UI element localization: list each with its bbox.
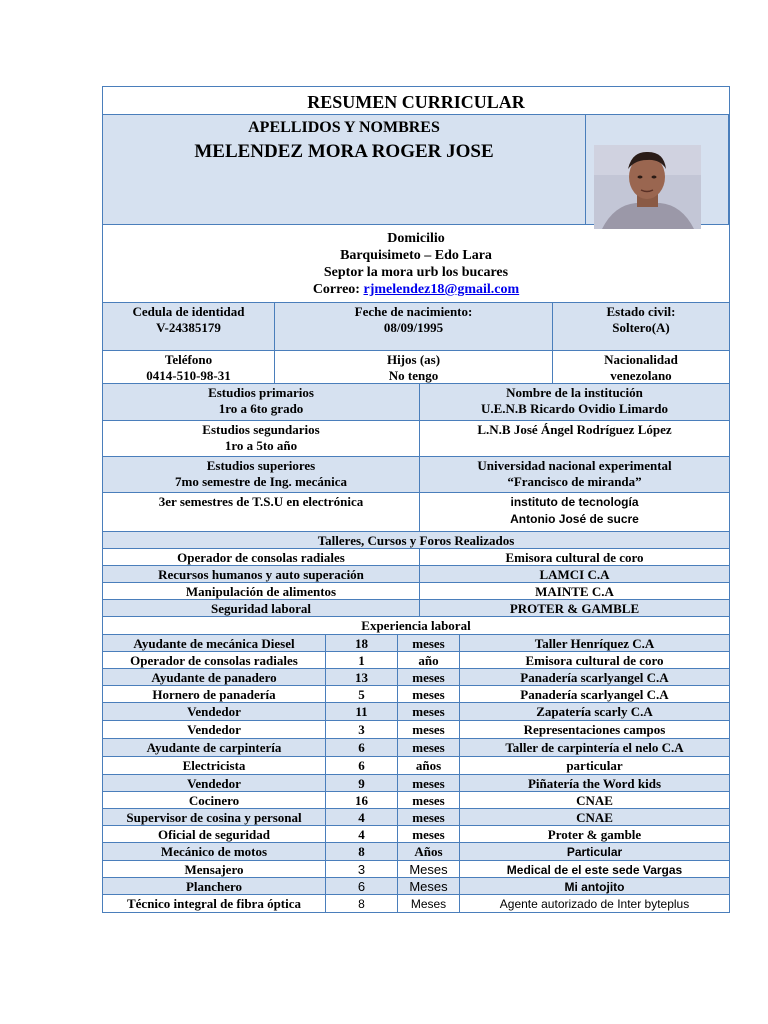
- exp-job: Vendedor: [103, 721, 326, 738]
- experience-title-row: [102, 617, 730, 635]
- exp-duration: 11: [326, 703, 398, 720]
- exp-job: Hornero de panadería: [103, 686, 326, 702]
- exp-unit: Años: [398, 843, 460, 860]
- civil-cell: [553, 303, 729, 350]
- email-line: [103, 281, 729, 298]
- nationality-cell: [553, 351, 729, 383]
- exp-place: Panadería scarlyangel C.A: [520, 670, 669, 685]
- course-row: [102, 583, 730, 600]
- id-cell: [103, 303, 275, 350]
- portrait-image: [594, 145, 701, 229]
- course-place: LAMCI C.A: [539, 567, 610, 582]
- name-row: [102, 115, 730, 225]
- course-place: MAINTE C.A: [535, 584, 614, 599]
- edu-title: 3er semestres de T.S.U en electrónica: [158, 494, 364, 509]
- exp-unit: meses: [398, 826, 460, 842]
- experience-row: [102, 721, 730, 739]
- edu-detail: 7mo semestre de Ing. mecánica: [175, 474, 347, 489]
- course-row: [102, 600, 730, 617]
- edu-inst-cell: [420, 493, 729, 531]
- exp-job: Planchero: [103, 878, 326, 894]
- exp-duration: 3: [326, 861, 398, 877]
- phone-cell: [103, 351, 275, 383]
- exp-unit: Meses: [398, 861, 460, 877]
- courses-list: [102, 549, 730, 617]
- edu-inst-title: Universidad nacional experimental: [477, 458, 672, 473]
- full-name: MELENDEZ MORA ROGER JOSE: [194, 141, 494, 162]
- experience-row: [102, 775, 730, 792]
- kids-cell: [275, 351, 553, 383]
- exp-unit: Meses: [398, 895, 460, 912]
- edu-title: Estudios superiores: [206, 458, 316, 473]
- course-row: [102, 566, 730, 583]
- exp-job: Vendedor: [103, 775, 326, 791]
- exp-duration: 6: [326, 739, 398, 756]
- exp-place: Emisora cultural de coro: [525, 653, 664, 668]
- exp-place: Panadería scarlyangel C.A: [520, 687, 669, 702]
- exp-unit: meses: [398, 669, 460, 685]
- exp-job: Operador de consolas radiales: [103, 652, 326, 668]
- experience-row: [102, 861, 730, 878]
- edu-inst-title: instituto de tecnología: [510, 495, 639, 509]
- exp-place: Particular: [566, 845, 623, 859]
- exp-duration: 8: [326, 895, 398, 912]
- name-cell: [103, 115, 586, 224]
- exp-unit: meses: [398, 809, 460, 825]
- civil-label: Estado civil:: [606, 304, 676, 319]
- address-city: Barquisimeto – Edo Lara: [340, 248, 492, 263]
- exp-place: Piñatería the Word kids: [527, 776, 662, 791]
- edu-detail: 1ro a 6to grado: [218, 401, 304, 416]
- courses-title: Talleres, Cursos y Foros Realizados: [317, 533, 515, 548]
- edu-cell: [103, 457, 420, 492]
- exp-unit: meses: [398, 739, 460, 756]
- exp-duration: 4: [326, 809, 398, 825]
- course-place: PROTER & GAMBLE: [509, 601, 640, 616]
- experience-row: [102, 635, 730, 652]
- exp-unit: meses: [398, 703, 460, 720]
- exp-job: Técnico integral de fibra óptica: [103, 895, 326, 912]
- experience-title: Experiencia laboral: [361, 618, 471, 633]
- experience-row: [102, 669, 730, 686]
- birth-cell: [275, 303, 553, 350]
- exp-job: Ayudante de panadero: [103, 669, 326, 685]
- exp-unit: meses: [398, 721, 460, 738]
- title-row: [102, 86, 730, 115]
- exp-duration: 6: [326, 878, 398, 894]
- exp-unit: años: [398, 757, 460, 774]
- exp-job: Mecánico de motos: [103, 843, 326, 860]
- edu-detail: 1ro a 5to año: [224, 438, 298, 453]
- experience-row: [102, 843, 730, 861]
- kids-label: Hijos (as): [386, 352, 441, 367]
- exp-duration: 13: [326, 669, 398, 685]
- exp-duration: 16: [326, 792, 398, 808]
- civil-value: Soltero(A): [612, 320, 670, 335]
- education-row: [102, 421, 730, 457]
- name-label: APELLIDOS Y NOMBRES: [248, 119, 440, 136]
- exp-place: Proter & gamble: [547, 827, 642, 842]
- experience-list: [102, 635, 730, 913]
- birth-value: 08/09/1995: [383, 320, 444, 335]
- address-label: Domicilio: [387, 231, 445, 246]
- edu-inst: “Francisco de miranda”: [507, 474, 642, 489]
- edu-title: Estudios primarios: [208, 385, 314, 400]
- course-name: Recursos humanos y auto superación: [103, 566, 420, 582]
- exp-job: Supervisor de cosina y personal: [103, 809, 326, 825]
- edu-inst-title: Nombre de la institución: [506, 385, 643, 400]
- experience-row: [102, 739, 730, 757]
- course-row: [102, 549, 730, 566]
- edu-inst: Antonio José de sucre: [510, 512, 639, 526]
- education-row: [102, 384, 730, 421]
- edu-title: Estudios segundarios: [202, 422, 320, 437]
- personal-row-2: [102, 351, 730, 384]
- exp-unit: Meses: [398, 878, 460, 894]
- exp-duration: 18: [326, 635, 398, 651]
- exp-place: Agente autorizado de Inter byteplus: [499, 897, 690, 911]
- exp-job: Ayudante de mecánica Diesel: [103, 635, 326, 651]
- edu-inst-cell: [420, 384, 729, 420]
- personal-row-1: [102, 303, 730, 351]
- profile-photo: [594, 145, 701, 229]
- experience-row: [102, 826, 730, 843]
- edu-inst: U.E.N.B Ricardo Ovidio Limardo: [480, 401, 669, 416]
- resume-document: [102, 86, 730, 913]
- exp-duration: 9: [326, 775, 398, 791]
- exp-place: CNAE: [576, 810, 613, 825]
- edu-cell: [103, 493, 420, 531]
- edu-cell: [103, 421, 420, 456]
- email-link[interactable]: rjmelendez18@gmail.com: [363, 282, 520, 297]
- exp-duration: 3: [326, 721, 398, 738]
- address-row: [102, 225, 730, 303]
- phone-label: Teléfono: [164, 352, 213, 367]
- course-name: Operador de consolas radiales: [103, 549, 420, 565]
- experience-row: [102, 703, 730, 721]
- edu-inst-cell: [420, 421, 729, 456]
- exp-unit: meses: [398, 635, 460, 651]
- exp-job: Vendedor: [103, 703, 326, 720]
- exp-place: CNAE: [576, 793, 613, 808]
- exp-duration: 4: [326, 826, 398, 842]
- exp-job: Ayudante de carpintería: [103, 739, 326, 756]
- exp-job: Electricista: [103, 757, 326, 774]
- exp-unit: meses: [398, 792, 460, 808]
- experience-row: [102, 895, 730, 913]
- exp-place: Zapatería scarly C.A: [536, 704, 653, 719]
- exp-duration: 5: [326, 686, 398, 702]
- email-label: Correo:: [312, 282, 360, 297]
- exp-place: Taller Henríquez C.A: [534, 636, 655, 651]
- exp-duration: 1: [326, 652, 398, 668]
- exp-duration: 6: [326, 757, 398, 774]
- experience-row: [102, 792, 730, 809]
- nat-value: venezolano: [610, 368, 672, 383]
- phone-value: 0414-510-98-31: [146, 368, 231, 383]
- course-place: Emisora cultural de coro: [505, 550, 644, 565]
- id-value: V-24385179: [156, 320, 221, 335]
- exp-job: Oficial de seguridad: [103, 826, 326, 842]
- exp-duration: 8: [326, 843, 398, 860]
- exp-unit: meses: [398, 686, 460, 702]
- experience-row: [102, 652, 730, 669]
- courses-title-row: [102, 532, 730, 549]
- education-row: [102, 493, 730, 532]
- kids-value: No tengo: [388, 368, 439, 383]
- exp-place: particular: [566, 758, 623, 773]
- exp-place: Representaciones campos: [523, 722, 666, 737]
- exp-unit: año: [398, 652, 460, 668]
- exp-job: Mensajero: [103, 861, 326, 877]
- course-name: Manipulación de alimentos: [103, 583, 420, 599]
- education-row: [102, 457, 730, 493]
- experience-row: [102, 686, 730, 703]
- exp-place: Taller de carpintería el nelo C.A: [505, 740, 684, 755]
- exp-place: Medical de el este sede Vargas: [506, 863, 683, 877]
- id-label: Cedula de identidad: [132, 304, 245, 319]
- exp-unit: meses: [398, 775, 460, 791]
- edu-inst-cell: [420, 457, 729, 492]
- course-name: Seguridad laboral: [103, 600, 420, 616]
- edu-cell: [103, 384, 420, 420]
- experience-row: [102, 878, 730, 895]
- experience-row: [102, 809, 730, 826]
- nat-label: Nacionalidad: [604, 352, 678, 367]
- page-title: RESUMEN CURRICULAR: [307, 92, 525, 112]
- address-cell: [103, 225, 729, 302]
- edu-inst-title: L.N.B José Ángel Rodríguez López: [477, 422, 672, 437]
- address-street: Septor la mora urb los bucares: [323, 265, 509, 280]
- birth-label: Feche de nacimiento:: [354, 304, 473, 319]
- exp-place: Mi antojito: [564, 880, 625, 894]
- experience-row: [102, 757, 730, 775]
- exp-job: Cocinero: [103, 792, 326, 808]
